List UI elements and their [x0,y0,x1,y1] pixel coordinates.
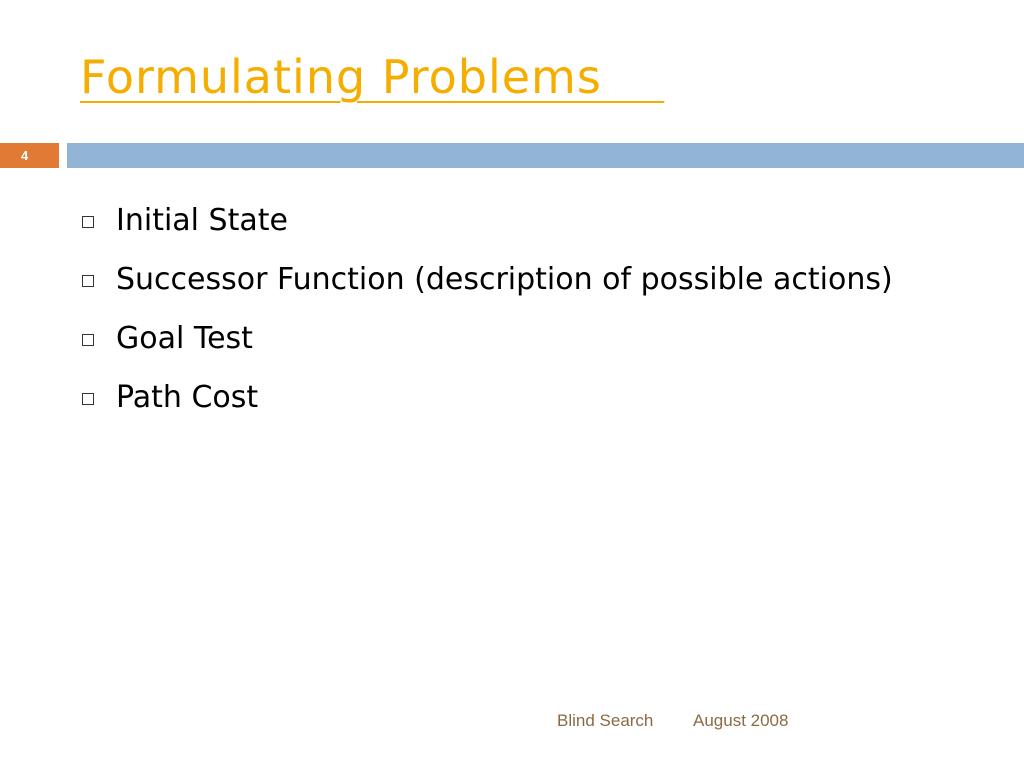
bullet-list [82,191,893,427]
bullet-item [82,191,893,250]
bullet-text: Initial State [116,203,288,238]
slide-number: 4 [0,143,59,168]
bullet-item [82,250,893,309]
bullet-item [82,309,893,368]
bullet-text: Goal Test [116,321,253,356]
square-bullet-icon [82,216,94,228]
bullet-text: Successor Function (description of possible actions) [116,262,893,297]
slide-title: Formulating Problems [80,50,665,104]
title-divider-band [67,143,1024,168]
square-bullet-icon [82,334,94,346]
square-bullet-icon [82,275,94,287]
square-bullet-icon [82,393,94,405]
bullet-text: Path Cost [116,380,259,415]
footer-date: August 2008 [693,711,789,730]
footer-topic: Blind Search [557,711,654,730]
bullet-item [82,368,893,427]
